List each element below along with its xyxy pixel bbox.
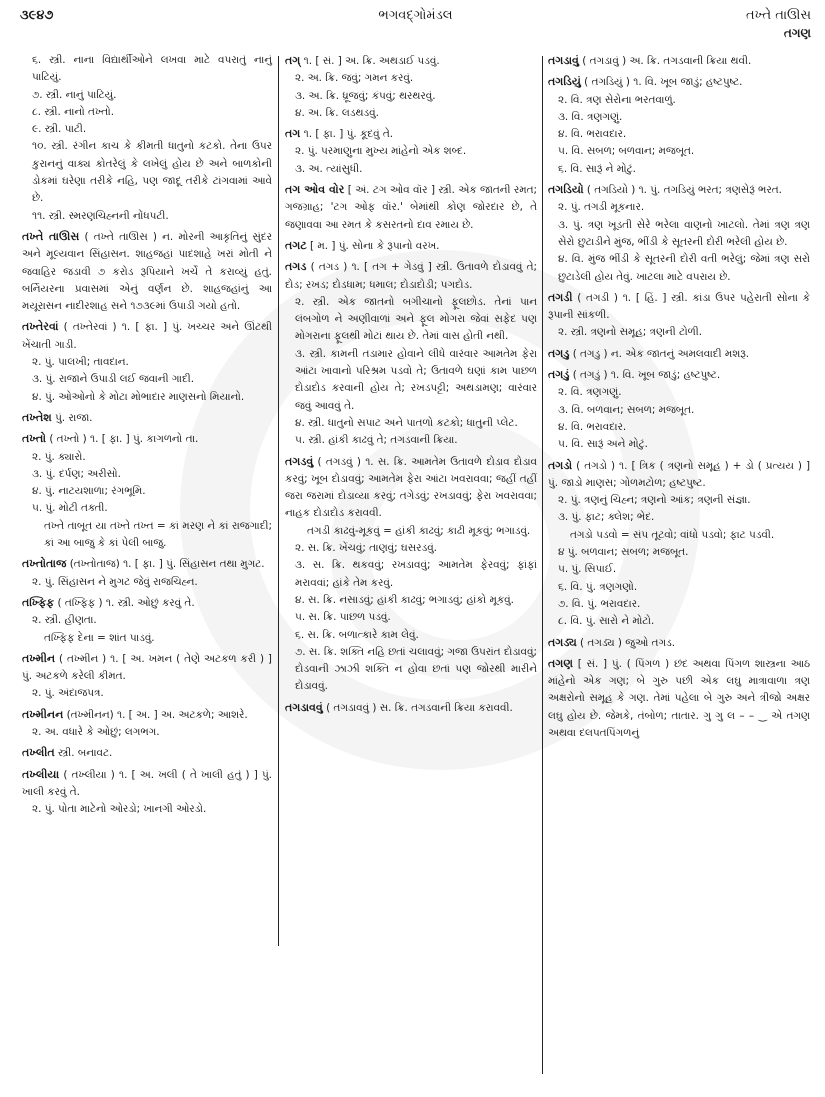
sense-line: ૨. વિ. ત્રણગણું.	[558, 386, 622, 399]
definition: (તખ્તોતાજ) ૧. [ ફા. ] પું. સિંહાસન તથા મુગટ.	[69, 558, 265, 571]
sense-line: ૩. અ. ક્રિ. ધ્રૂજવું; કંપવું; થરથરવું.	[295, 89, 436, 102]
dictionary-entry	[548, 634, 810, 652]
column-divider-right	[542, 56, 543, 1074]
headword: તગડુ	[548, 346, 570, 360]
dictionary-entry	[22, 766, 272, 819]
sense-line: ૫. વિ. સારૂં અને મોટું.	[558, 438, 648, 451]
headword: તગ	[285, 127, 301, 141]
headword: તખ્મીન	[22, 651, 56, 665]
sense-line: ૨. પું. સિંહાસન ને મુગટ જેવું રાજચિહ્ન.	[32, 575, 198, 588]
sense-line: ૫. પું. મોટી તક્તી.	[32, 502, 108, 515]
sense-line: ૭. વિ. પું. ભરાવદાર.	[558, 597, 641, 610]
usage-example: તગડો પડવો = સંપ તૂટવો; વાંધો પડવો; ફાટ પડવી.	[570, 528, 775, 541]
sense-line: ૨. સ. ક્રિ. ખેંચવું; તાણવું; ઘસરડવું.	[295, 542, 437, 555]
headword: તગ ઓવ વોર	[285, 183, 345, 197]
sense-line: ૨. અ. ક્રિ. જવું; ગમન કરવું.	[295, 72, 414, 85]
definition: ( તગડિયો ) ૧. પું. તગડિયું ભરત; ત્રણસેરૂં ભરત.	[586, 184, 782, 197]
definition: ( તગડવું ) ૧. સ. ક્રિ. આમતેમ ઉતાવળે દોડાવ દોડાવ કરવું; ખૂબ દોડાવવું; આમતેમ ફેરા આંટા ખવરાવવા; જહીં તહીં જરા જરામાં દોડાવ્યા કરવું; તગેડવું; રખડાવવું; ફેરા ખવરાવવા; નાહક દોડાદોડ કરાવવી.	[285, 455, 537, 520]
dictionary-entry	[285, 52, 537, 122]
definition: ૧. [ સં. ] અ. ક્રિ. અથડાઈ પડવું.	[303, 55, 440, 67]
headword: તખ્લીયા	[22, 767, 60, 781]
sense-line: ૨. પું. ક્યારો.	[32, 450, 86, 463]
column-1	[22, 52, 272, 821]
headword: તખ્તેશ	[22, 410, 52, 424]
dictionary-entry	[285, 237, 537, 255]
sense-line: ૧૦. સ્ત્રી. રંગીન કાચ કે કીમતી ધાતુનો કટકો. તેના ઉપર કુરાનનું વાક્ય કોતરેલું કે લખેલું હોય છે અને બાળકોની ડોકમાં ઘરેણા તરીકે નહિ, પણ જાદૂ તરીકે ટાંગવામાં આવે છે.	[32, 140, 272, 205]
definition: ( તખ્તેરવાં ) ૧. [ ફા. ] પું. ખચ્ચર અને ઊંટથી ખેંચાતી ગાડી.	[22, 321, 272, 351]
headword: તગટ	[285, 238, 307, 252]
headword: તખ્તે તાઊસ	[22, 229, 80, 243]
dictionary-entry	[22, 594, 272, 647]
headword: તગડી	[548, 290, 573, 304]
sense-line: ૫. વિ. સબળ; બળવાન; મજબૂત.	[558, 145, 695, 158]
dictionary-entry	[548, 345, 810, 363]
dictionary-entry	[285, 181, 537, 234]
definition: ( તગડું ) ૧. વિ. ખૂબ જાડું; હષ્ટપુષ્ટ.	[572, 369, 721, 382]
usage-example: તખ્તે તાબૂત યા તખ્તે તખ્ત = કાં મરણ ને કાં રાજગાદી; કાં આ બાજુ કે કાં પેલી બાજુ.	[44, 519, 272, 550]
headword: તગડાવવું	[285, 700, 323, 714]
dictionary-entry	[285, 258, 537, 449]
dictionary-entry	[22, 318, 272, 405]
definition: ( તગડી ) ૧. [ હિં. ] સ્ત્રી. કાંડા ઉપર પહેરાતી સોના કે રૂપાની સાંકળી.	[548, 291, 810, 322]
dictionary-entry	[285, 125, 537, 178]
sense-line: ૩. વિ. બળવાન; સબળ; મજબૂત.	[558, 403, 695, 416]
book-title: ભગવદ્ગોમંડલ	[378, 8, 453, 23]
sense-line: ૨. વિ. ત્રણ સેરોના ભરતવાળું.	[558, 93, 676, 106]
headword: તખ્તોતાજ	[22, 557, 67, 571]
sense-line: ૪ પું. બળવાન; સબળ; મજબૂત.	[558, 546, 689, 559]
headword: તખ્લીત	[22, 746, 55, 760]
headword: તગડો	[548, 458, 573, 472]
sense-line: ૨. સ્ત્રી. હીણતા.	[32, 614, 97, 627]
guide-word-top: તખ્તે તાઊસ	[745, 8, 811, 23]
definition: [ અં. ટગ ઓવ વૉર ] સ્ત્રી. એક જાતની રમત; ગજગ્રાહ; 'ટગ ઓફ વૉર.' બેમાંથી કોણ જોરદાર છે, તે જણાવવા આ રમત કે કસરતનો દાવ રમાય છે.	[285, 184, 537, 231]
definition: ( તગડુ ) ન. એક જાતનું અમલવાદી મશરૂ.	[572, 347, 750, 360]
page-header	[20, 8, 811, 40]
sense-line: ૨. પું. તગડી મૂકનાર.	[558, 201, 645, 214]
headword: તખ્તો	[22, 432, 47, 446]
sense-line: ૩. પું. દર્પણ; અરીસો.	[32, 467, 121, 480]
sense-line: ૬. વિ. પું. ત્રણગણો.	[558, 580, 638, 593]
headword: તગ્	[285, 54, 301, 67]
usage-example: તખ્ફિફ દેના = શાંત પાડવું.	[44, 631, 155, 644]
guide-word-bottom: તગણ	[783, 26, 811, 40]
dictionary-entry	[22, 706, 272, 742]
headword: તગડું	[548, 368, 570, 382]
column-2	[285, 52, 537, 720]
dictionary-entry	[548, 181, 810, 286]
definition: ( તખ્તે તાઊસ ) ન. મોરની આકૃતિનું સુંદર અને મૂલ્યવાન સિંહાસન. શાહજહાં પાદશાહે ખરાં મોતી ને જવાહિર જડાવી ૭ કરોડ રૂપિયાને ખર્ચે તે કરાવ્યું હતું. બર્નિયરના પ્રવાસમાં એનું વર્ણન છે. શાહજહાંનું આ મયૂરાસન નાદીરશાહ સને ૧૭૩૯માં ઉપાડી ગયો હતો.	[22, 230, 272, 313]
sense-line: ૨. પું. પરમાણુના મુખ્ય માંહેનો એક શબ્દ.	[295, 145, 467, 158]
dictionary-entry	[22, 555, 272, 591]
sense-line: ૨. પું. પોતા માટેનો ઓરડો; ખાનગી ઓરડો.	[32, 803, 207, 816]
sense-line: ૩. પું. ત્રણ ખૂડતી સેરે ભરેલા વાણનો ખાટલો. તેમાં ત્રણ ત્રણ સેરો છુટાડીને મુંજ, ભીંડી કે સૂતરની દોરી ભરેલી હોય છે.	[558, 218, 810, 248]
sense-line: ૬. સ્ત્રી. નાના વિદ્યાર્થીઓને લખવા માટે વપરાતું નાનું પાટિયું.	[32, 54, 272, 84]
sense-line: ૭. સ્ત્રી. નાનું પાટિયું.	[32, 88, 117, 101]
sense-line: ૩. અ. ત્યાંસુધી.	[295, 162, 363, 175]
sense-line: ૨. સ્ત્રી. એક જાતનો બગીચાનો ફૂલછોડ. તેનાં પાન લંબગોળ ને અણીવાળાં અને ફૂલ મોગરા જેવાં સફેદ પણ મોગરાના ફૂલથી મોટાં થાય છે. તેમાં વાસ હોતી નથી.	[295, 295, 537, 343]
definition: ( તખ્લીયા ) ૧. [ અ. ખલી ( તે ખાલી હતું ) ] પું. ખાલી કરવું તે.	[22, 768, 272, 798]
sense-line: ૩. સ. ક્રિ. થકવવું; રખડાવવું; આમતેમ ફેરવવું; ફાંફાં મરાવવાં; હાંકે તેમ કરવું.	[295, 559, 537, 589]
headword: તખ્તેરવાં	[22, 320, 59, 334]
sense-line: ૪. વિ. મુંજ ભીંડી કે સૂતરની દોરી વતી ભરેલું; જેમાં ત્રણ સરો છુટાડેલી હોય તેવું. ખાટલા માટે વપરાય છે.	[558, 253, 810, 283]
dictionary-entry	[22, 650, 272, 703]
usage-example: તગડી કાઢવું-મૂકવું = હાંકી કાઢવું; કાઢી મૂકવું; ભગાડવું.	[307, 524, 531, 537]
sense-line: ૫. પું. સિપાઈ.	[558, 563, 617, 576]
headword: તગડ	[285, 260, 307, 274]
dictionary-entry	[22, 52, 272, 225]
definition: ( તગડાવવું ) સ. ક્રિ. તગડવાની ક્રિયા કરાવવી.	[326, 701, 513, 714]
sense-line: ૨. સ્ત્રી. ત્રણનો સમૂહ; ત્રણની ટોળી.	[558, 326, 703, 339]
sense-line: ૩. સ્ત્રી. કામની તડામાર હોવાને લીધે વારંવાર આમતેમ ફેરા આંટા ખાવાનો પરિશ્રમ પડવો તે; ઉતાવળે ઘણાં કામ પાછળ દોડાદોડ કરવાની હોય તે; રખડપટ્ટી; અથડામણ; વારંવાર જવું આવવું તે.	[295, 347, 537, 412]
definition: ( તગડાવું ) અ. ક્રિ. તગડવાની ક્રિયા થવી.	[582, 55, 752, 67]
dictionary-entry	[548, 52, 810, 70]
sense-line: ૫. સ્ત્રી. હાંકી કાઢવું તે; તગડવાની ક્રિયા.	[295, 434, 458, 447]
definition: ( તખ્ફિફ ) ૧. સ્ત્રી. ઓછું કરવું તે.	[57, 596, 195, 609]
headword: તખ્ફિફ	[22, 595, 55, 609]
sense-line: ૬. સ. ક્રિ. બળાત્કારે કામ લેવું.	[295, 628, 419, 641]
definition: (તખ્મીનન) ૧. [ અ. ] અ. અટકળે; આશરે.	[66, 708, 248, 721]
sense-line: ૩. પું. ફાટ; ક્લેશ; ભેદ.	[558, 511, 655, 524]
headword: તખ્મીનન	[22, 707, 64, 721]
dictionary-entry	[22, 430, 272, 552]
dictionary-entry	[22, 744, 272, 762]
definition: ( તગડ્ય ) જુઓ તગડ.	[580, 636, 676, 649]
dictionary-entry	[285, 453, 537, 696]
definition: પું. રાજા.	[55, 411, 93, 424]
definition: ( તખ્મીન ) ૧. [ અ. ખમન ( તેણે અટકળ કરી ) ] પું. અટકળે કરેલી કીમત.	[22, 652, 272, 683]
dictionary-entry	[22, 409, 272, 427]
sense-line: ૪. પું. નાટયશાળા; રંગભૂમિ.	[32, 485, 146, 498]
dictionary-entry	[548, 457, 810, 631]
sense-line: ૪. પું. ઓઓનો કે મોટા મોભાદાર માણસનો મિયાનો.	[32, 390, 245, 403]
sense-line: ૪. વિ. ભરાવદાર.	[558, 420, 627, 433]
sense-line: ૨. અ. વધારે કે ઓછું; લગભગ.	[32, 725, 160, 738]
definition: ( તખ્તો ) ૧. [ ફા. ] પું. કાગળનો તા.	[49, 433, 199, 446]
sense-line: ૩. પું. રાજાને ઉપાડી લઈ જવાની ગાદી.	[32, 373, 195, 386]
sense-line: ૯. સ્ત્રી. પાટી.	[32, 123, 87, 136]
definition: ( તગડો ) ૧. [ ત્રિક ( ત્રણનો સમૂહ ) + ડો ( પ્રત્યય ) ] પું. જાડો માણસ; ગોળમટોળ; હષ્ટપુષ્ટ.	[548, 459, 810, 489]
definition: ૧. [ ફા. ] પું. કૂદવું તે.	[303, 128, 394, 141]
sense-line: ૨. પું. ત્રણનું ચિહ્ન; ત્રણનો આંક; ત્રણની સંજ્ઞા.	[558, 494, 751, 507]
headword: તગડાવું	[548, 54, 579, 67]
headword: તગડવું	[285, 454, 314, 468]
sense-line: ૬. વિ. સારૂં ને મોટું.	[558, 162, 636, 175]
definition: ( તગડિયું ) ૧. વિ. ખૂબ જાડું; હષ્ટપુષ્ટ.	[584, 76, 743, 89]
dictionary-entry	[548, 289, 810, 342]
dictionary-entry	[22, 228, 272, 315]
dictionary-entry	[548, 655, 810, 742]
sense-line: ૨. પું. પાલખી; તાવદાન.	[32, 356, 129, 369]
definition: [ સં. ] પું. ( પિંગળ ) છંદ અથવા પિંગળ શાસ્ત્રના આઠ માંહેનો એક ગણ; બે ગુરુ પછી એક લઘુ માત્રાવાળા ત્રણ અક્ષરોનો સમૂહ કે ગણ. તેમાં પહેલા બે ગુરુ અને ત્રીજો અક્ષર લઘુ હોય છે. જેમકે, તંબોળ; તાતાર. ગુ ગુ લ – – ‿ એ તગણ અથવા દલપતપિંગળનું	[548, 657, 810, 739]
sense-line: ૪. વિ. ભરાવદાર.	[558, 128, 627, 141]
sense-line: ૩. વિ. ત્રણગણું.	[558, 110, 623, 123]
headword: તગડિયું	[548, 75, 581, 89]
definition: સ્ત્રી. બનાવટ.	[58, 747, 113, 760]
column-3	[548, 52, 810, 745]
sense-line: ૪. અ. ક્રિ. લડથડવું.	[295, 106, 379, 119]
dictionary-entry	[548, 366, 810, 453]
page-number: ૩૯૪૭	[20, 8, 54, 23]
definition: [ મ. ] પું. સોના કે રૂપાનો વરખ.	[310, 239, 440, 252]
sense-line: ૧૧. સ્ત્રી. સ્મરણચિહ્નની નોંધપટી.	[32, 209, 169, 222]
sense-line: ૪. સ. ક્રિ. નસાડવું; હાંકી કાઢવું; ભગાડવું; હાંકો મૂકવું.	[295, 593, 514, 606]
sense-line: ૭. સ. ક્રિ. શક્તિ નહિ છતાં ચલાવવું; ગજા ઉપરાંત દોડાવવું; દોડવાની ઝાઝી શક્તિ ન હોવા છતાં પણ જોરથી મારીને દોડાવવું.	[295, 645, 537, 693]
dictionary-entry	[285, 699, 537, 717]
headword: તગણ	[548, 656, 573, 670]
definition: ( તગડ ) ૧. [ તગ + ગેડવું ] સ્ત્રી. ઉતાવળે દોડાવવું તે; દોડ; રખડ; દોડધામ; ધમાલ; દોડાદોડી; પગદોડ.	[285, 261, 537, 291]
sense-line: ૮. સ્ત્રી. નાનો તખ્તો.	[32, 105, 115, 118]
sense-line: ૫. સ. ક્રિ. પાછળ પડવું.	[295, 611, 391, 624]
column-divider-left	[278, 56, 279, 946]
headword: તગડિયો	[548, 183, 584, 197]
dictionary-entry	[548, 73, 810, 178]
sense-line: ૨. પું. અંદાજપત્ર.	[32, 687, 104, 700]
sense-line: ૪. સ્ત્રી. ધાતુનો સપાટ અને પાતળો કટકો; ધાતુની પ્લેટ.	[295, 416, 518, 429]
headword: તગડ્ય	[548, 635, 577, 649]
sense-line: ૮. વિ. પું. સારો ને મોટો.	[558, 615, 655, 628]
